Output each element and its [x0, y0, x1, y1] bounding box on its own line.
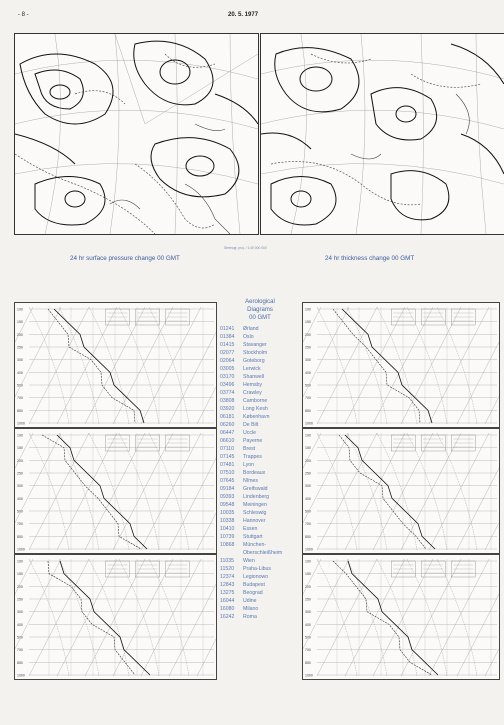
- pressure-label: 500: [305, 635, 311, 640]
- isotherm-line: [345, 559, 405, 676]
- pressure-label: 200: [305, 332, 311, 337]
- isotherm-line: [197, 433, 216, 550]
- isotherm-line: [457, 307, 499, 424]
- pressure-label: 400: [305, 496, 311, 501]
- adiabat-line: [149, 433, 189, 550]
- station-row: [220, 589, 300, 597]
- isotherm-line: [345, 307, 405, 424]
- station-name: Oslo: [243, 334, 254, 340]
- pressure-label: 500: [305, 509, 311, 514]
- station-number: 11035: [220, 558, 235, 564]
- station-name: Uccle: [243, 430, 256, 436]
- station-number: 10739: [220, 534, 235, 540]
- station-row: [220, 453, 300, 461]
- isotherm-line: [169, 559, 216, 676]
- pressure-label: 150: [305, 572, 311, 577]
- pressure-label: 700: [305, 522, 311, 527]
- adiabat-line: [149, 307, 189, 424]
- station-name: Budapest: [243, 582, 265, 588]
- isotherm-line: [401, 433, 461, 550]
- station-name: Lyon: [243, 462, 255, 468]
- adiabat-line: [407, 307, 447, 424]
- station-number: 10035: [220, 510, 235, 516]
- pressure-label: 250: [305, 597, 311, 602]
- dewpoint-curve: [48, 309, 135, 423]
- pressure-label: 250: [17, 597, 23, 602]
- temperature-curve: [342, 309, 432, 423]
- pressure-label: 150: [17, 446, 23, 451]
- isotherm-line: [169, 433, 216, 550]
- station-number: 09393: [220, 494, 235, 500]
- station-number: 16242: [220, 614, 235, 620]
- pressure-label: 150: [305, 320, 311, 325]
- pressure-label: 700: [17, 648, 23, 653]
- pressure-label: 1000: [17, 547, 25, 552]
- station-list: [220, 325, 300, 621]
- isotherm-line: [57, 559, 117, 676]
- station-number: 06181: [220, 414, 235, 420]
- station-name: Camborne: [243, 398, 268, 404]
- pressure-label: 200: [17, 458, 23, 463]
- station-row: [220, 613, 300, 621]
- station-row: [220, 389, 300, 397]
- station-name: Stuttgart: [243, 534, 263, 540]
- adiabat-line: [437, 433, 477, 550]
- isotherm-line: [57, 307, 117, 424]
- surface-pressure-change-map: [14, 33, 259, 235]
- pressure-label: 100: [17, 433, 23, 438]
- aerological-diagram: [14, 302, 217, 428]
- station-number: 16044: [220, 598, 235, 604]
- station-row: [220, 381, 300, 389]
- pressure-label: 400: [305, 370, 311, 375]
- station-row: [220, 477, 300, 485]
- isotherm-line: [113, 433, 173, 550]
- adiabat-line: [89, 307, 129, 424]
- isotherm-line: [429, 307, 489, 424]
- isotherm-line: [457, 559, 499, 676]
- legend-title-line: 00 GMT: [249, 315, 271, 321]
- pressure-label: 300: [305, 484, 311, 489]
- page-date: 20. 5. 1977: [228, 12, 259, 18]
- station-name: Bordeaux: [243, 470, 266, 476]
- adiabat-line: [407, 559, 447, 676]
- pressure-label: 850: [17, 660, 23, 665]
- adiabat-line: [377, 559, 417, 676]
- station-name: Shanwell: [243, 374, 265, 380]
- station-name: Stockholm: [243, 350, 268, 356]
- pressure-label: 100: [305, 559, 311, 564]
- station-row: [220, 333, 300, 341]
- pressure-label: 700: [17, 522, 23, 527]
- isotherm-line: [29, 559, 89, 676]
- adiabat-line: [119, 433, 159, 550]
- pressure-label: 850: [305, 660, 311, 665]
- station-row: [220, 421, 300, 429]
- station-name: Nîmes: [243, 478, 258, 484]
- station-number: 07645: [220, 478, 235, 484]
- isotherm-line: [141, 559, 201, 676]
- isotherm-line: [29, 433, 89, 550]
- dewpoint-curve: [333, 309, 420, 423]
- isotherm-line: [317, 307, 377, 424]
- station-legend: [220, 298, 300, 621]
- station-number: 10410: [220, 526, 235, 532]
- isotherm-line: [57, 433, 117, 550]
- station-name: Roma: [243, 614, 257, 620]
- pressure-label: 150: [305, 446, 311, 451]
- thickness-change-caption: 24 hr thickness change 00 GMT: [325, 255, 415, 262]
- station-number: 03496: [220, 382, 235, 388]
- dewpoint-curve: [333, 561, 432, 675]
- station-row: [220, 501, 300, 509]
- isotherm-line: [29, 307, 89, 424]
- dewpoint-curve: [48, 561, 135, 675]
- temperature-curve: [345, 435, 435, 549]
- isotherm-line: [303, 307, 321, 424]
- station-number: 02077: [220, 350, 235, 356]
- adiabat-line: [437, 307, 477, 424]
- station-name: Crawley: [243, 390, 262, 396]
- station-row: [220, 349, 300, 357]
- isotherm-line: [169, 307, 216, 424]
- station-name: Lerwick: [243, 366, 261, 372]
- station-name: Lindenberg: [243, 494, 269, 500]
- station-row: [220, 541, 300, 549]
- station-row: [220, 581, 300, 589]
- adiabat-line: [89, 433, 129, 550]
- station-number: 07481: [220, 462, 235, 468]
- pressure-label: 850: [17, 408, 23, 413]
- pressure-label: 700: [305, 396, 311, 401]
- isotherm-line: [457, 433, 499, 550]
- pressure-label: 200: [17, 332, 23, 337]
- pressure-label: 300: [17, 358, 23, 363]
- station-number: 09548: [220, 502, 235, 508]
- pressure-label: 150: [17, 572, 23, 577]
- station-name: Ørland: [243, 326, 259, 332]
- adiabat-line: [149, 559, 189, 676]
- station-name: Trappes: [243, 454, 262, 460]
- pressure-label: 1000: [305, 421, 313, 426]
- adiabat-line: [437, 559, 477, 676]
- station-row: [220, 549, 300, 557]
- temperature-curve: [57, 435, 147, 549]
- station-name: Payerne: [243, 438, 263, 444]
- surface-pressure-caption: 24 hr surface pressure change 00 GMT: [70, 255, 180, 262]
- adiabat-line: [89, 559, 129, 676]
- aerological-diagram-column-right: [302, 302, 500, 680]
- isotherm-line: [401, 307, 461, 424]
- pressure-label: 850: [17, 534, 23, 539]
- station-row: [220, 525, 300, 533]
- station-name: Hemsby: [243, 382, 263, 388]
- isotherm-line: [197, 559, 216, 676]
- temperature-curve: [60, 561, 150, 675]
- station-row: [220, 445, 300, 453]
- isotherm-line: [429, 559, 489, 676]
- pressure-label: 500: [17, 635, 23, 640]
- station-name: De Bilt: [243, 422, 259, 428]
- pressure-label: 100: [17, 559, 23, 564]
- aerological-diagram: [302, 554, 500, 680]
- station-number: 12843: [220, 582, 235, 588]
- temperature-curve: [54, 309, 144, 423]
- pressure-label: 850: [305, 534, 311, 539]
- station-name: Praha-Libus: [243, 566, 271, 572]
- pressure-label: 1000: [17, 673, 25, 678]
- station-name: Schleswig: [243, 510, 267, 516]
- pressure-label: 100: [305, 433, 311, 438]
- pressure-label: 200: [305, 584, 311, 589]
- aerological-diagram: [302, 302, 500, 428]
- station-number: 09184: [220, 486, 235, 492]
- pressure-label: 400: [17, 622, 23, 627]
- pressure-label: 1000: [17, 421, 25, 426]
- station-name: Milano: [243, 606, 259, 612]
- station-number: 10338: [220, 518, 235, 524]
- station-row: [220, 413, 300, 421]
- pressure-label: 250: [17, 471, 23, 476]
- station-row: [220, 365, 300, 373]
- isotherm-line: [15, 307, 33, 424]
- station-name: Legionowo: [243, 574, 269, 580]
- dewpoint-curve: [42, 435, 141, 549]
- legend-title-line: Aerological: [245, 299, 275, 305]
- station-row: [220, 325, 300, 333]
- pressure-label: 150: [17, 320, 23, 325]
- pressure-label: 500: [17, 383, 23, 388]
- adiabat-line: [377, 307, 417, 424]
- station-number: 12374: [220, 574, 235, 580]
- pressure-label: 300: [17, 484, 23, 489]
- aerological-diagram: [14, 428, 217, 554]
- thickness-change-map: [260, 33, 504, 235]
- pressure-label: 1000: [305, 547, 313, 552]
- station-name: Essen: [243, 526, 258, 532]
- pressure-label: 200: [305, 458, 311, 463]
- pressure-label: 700: [17, 396, 23, 401]
- page-number: - 8 -: [18, 12, 29, 18]
- station-name: München-: [243, 542, 267, 548]
- pressure-label: 400: [17, 370, 23, 375]
- station-name: Brest: [243, 446, 256, 452]
- station-number: 13275: [220, 590, 235, 596]
- isotherm-line: [141, 433, 201, 550]
- station-row: [220, 437, 300, 445]
- station-row: [220, 533, 300, 541]
- temperature-curve: [348, 561, 438, 675]
- isotherm-line: [303, 559, 321, 676]
- pressure-label: 100: [305, 307, 311, 312]
- station-row: [220, 597, 300, 605]
- pressure-label: 400: [305, 622, 311, 627]
- station-row: [220, 341, 300, 349]
- isotherm-line: [401, 559, 461, 676]
- station-row: [220, 397, 300, 405]
- pressure-label: 250: [305, 471, 311, 476]
- station-number: 06610: [220, 438, 235, 444]
- dewpoint-curve: [339, 435, 426, 549]
- pressure-label: 500: [305, 383, 311, 388]
- station-name: Greifswald: [243, 486, 268, 492]
- station-name: Long Kesh: [243, 406, 268, 412]
- pressure-label: 300: [305, 358, 311, 363]
- station-row: [220, 485, 300, 493]
- station-row: [220, 405, 300, 413]
- pressure-label: 300: [17, 610, 23, 615]
- station-row: [220, 605, 300, 613]
- station-row: [220, 429, 300, 437]
- isotherm-line: [15, 433, 33, 550]
- station-number: 06260: [220, 422, 235, 428]
- adiabat-line: [119, 559, 159, 676]
- station-row: [220, 357, 300, 365]
- station-name: København: [243, 414, 270, 420]
- station-name: Beograd: [243, 590, 263, 596]
- station-row: [220, 565, 300, 573]
- station-name: Stavanger: [243, 342, 267, 348]
- pressure-label: 700: [305, 648, 311, 653]
- isotherm-line: [113, 307, 173, 424]
- pressure-label: 300: [305, 610, 311, 615]
- station-name: Meiningen: [243, 502, 267, 508]
- isotherm-line: [197, 307, 216, 424]
- pressure-label: 100: [17, 307, 23, 312]
- pressure-label: 400: [17, 496, 23, 501]
- station-number: 01384: [220, 334, 235, 340]
- isotherm-line: [345, 433, 405, 550]
- station-name: Goteborg: [243, 358, 265, 364]
- legend-title-line: Diagrams: [247, 307, 273, 313]
- station-number: 06447: [220, 430, 235, 436]
- station-number: 03774: [220, 390, 235, 396]
- station-number: 03920: [220, 406, 235, 412]
- station-number: 03170: [220, 374, 235, 380]
- pressure-label: 500: [17, 509, 23, 514]
- isotherm-line: [317, 559, 377, 676]
- aerological-diagram: [14, 554, 217, 680]
- adiabat-line: [407, 433, 447, 550]
- aerological-diagram-column-left: [14, 302, 217, 680]
- station-number: 03808: [220, 398, 235, 404]
- pressure-label: 850: [305, 408, 311, 413]
- station-row: [220, 517, 300, 525]
- pressure-label: 250: [17, 345, 23, 350]
- station-number: 01415: [220, 342, 235, 348]
- station-number: 10868: [220, 542, 235, 548]
- map-scale-note: Stereogr. proj. / 1:40 000 000: [224, 246, 267, 250]
- adiabat-line: [119, 307, 159, 424]
- station-row: [220, 557, 300, 565]
- isotherm-line: [317, 433, 377, 550]
- pressure-label: 250: [305, 345, 311, 350]
- station-name: Wien: [243, 558, 255, 564]
- station-number: 16080: [220, 606, 235, 612]
- station-number: 02064: [220, 358, 235, 364]
- aerological-diagram: [302, 428, 500, 554]
- station-number: 07510: [220, 470, 235, 476]
- station-row: [220, 573, 300, 581]
- station-number: 01241: [220, 326, 235, 332]
- station-number: 03005: [220, 366, 235, 372]
- isotherm-line: [15, 559, 33, 676]
- isotherm-line: [141, 307, 201, 424]
- isotherm-line: [429, 433, 489, 550]
- station-row: [220, 493, 300, 501]
- station-number: 07110: [220, 446, 235, 452]
- station-number: 11520: [220, 566, 235, 572]
- station-row: [220, 509, 300, 517]
- station-name: Hannover: [243, 518, 266, 524]
- station-row: [220, 469, 300, 477]
- station-name: Udine: [243, 598, 257, 604]
- adiabat-line: [377, 433, 417, 550]
- pressure-label: 200: [17, 584, 23, 589]
- station-row: [220, 461, 300, 469]
- isotherm-line: [303, 433, 321, 550]
- station-row: [220, 373, 300, 381]
- station-name: Oberschleißheim: [243, 550, 283, 556]
- pressure-label: 1000: [305, 673, 313, 678]
- station-number: 07145: [220, 454, 235, 460]
